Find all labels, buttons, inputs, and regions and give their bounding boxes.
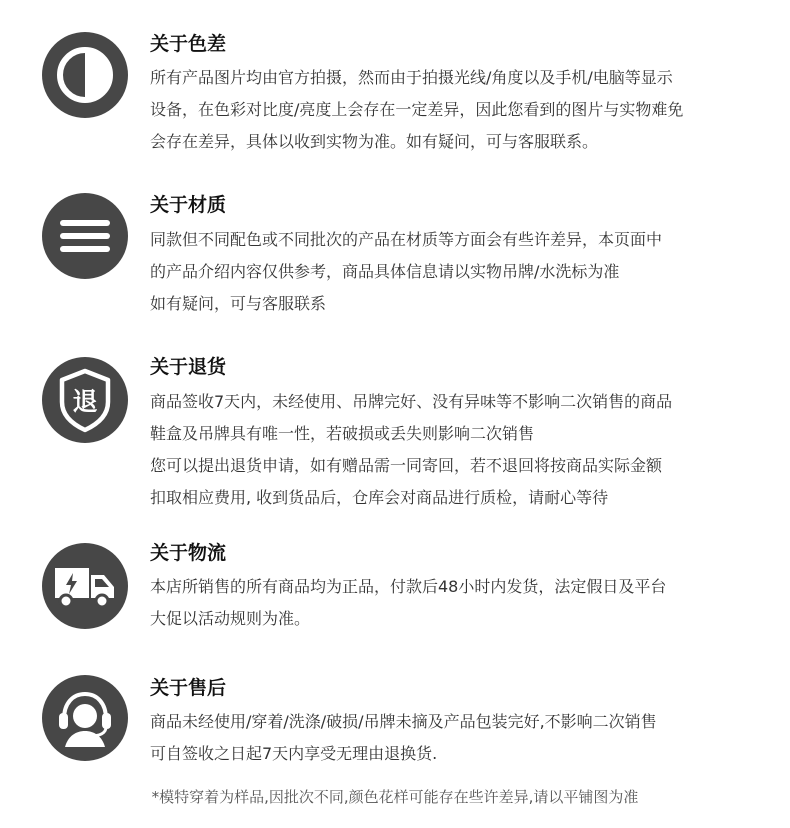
section-body [150,706,657,770]
body-line: 您可以提出退货申请，如有赠品需一同寄回，若不退回将按商品实际金额 [150,456,663,475]
body-line: 同款但不同配色或不同批次的产品在材质等方面会有些许差异，本页面中 [150,230,663,249]
body-line: 鞋盒及吊牌具有唯一性，若破损或丢失则影响二次销售 [150,424,535,443]
footnote: *模特穿着为样品,因批次不同,颜色花样可能存在些许差异,请以平铺图为准 [151,788,639,806]
section-title: 关于材质 [150,194,227,216]
body-line: 的产品介绍内容仅供参考，商品具体信息请以实物吊牌/水洗标为准 [150,262,620,281]
section-title: 关于物流 [150,542,227,564]
body-line: 可自签收之日起7天内享受无理由退换货. [150,744,438,763]
return-icon-glyph: 退 [72,387,98,416]
body-line: 商品未经使用/穿着/洗涤/破损/吊牌未摘及产品包装完好,不影响二次销售 [150,712,657,731]
body-line: 商品签收7天内，未经使用、吊牌完好、没有异味等不影响二次销售的商品 [150,392,673,411]
delivery-truck-icon [42,543,128,629]
body-line: 扣取相应费用, 收到货品后，仓库会对商品进行质检，请耐心等待 [150,488,609,507]
body-line: 本店所销售的所有商品均为正品，付款后48小时内发货，法定假日及平台 [150,577,667,596]
section-body [150,224,662,320]
body-line: 所有产品图片均由官方拍摄，然而由于拍摄光线/角度以及手机/电脑等显示 [150,68,673,87]
body-line: 会存在差异，具体以收到实物为准。如有疑问，可与客服联系。 [150,132,599,151]
body-line: 如有疑问，可与客服联系 [150,294,327,313]
section-body [150,386,672,514]
section-title: 关于退货 [150,356,227,378]
body-line: 设备，在色彩对比度/亮度上会存在一定差异，因此您看到的图片与实物难免 [150,100,684,119]
section-title: 关于售后 [150,677,227,699]
section-body [150,571,666,635]
body-line: 大促以活动规则为准。 [150,609,311,628]
return-shield-icon [42,357,128,443]
section-body [150,62,683,158]
customer-service-icon [42,675,128,761]
section-title: 关于色差 [150,33,227,55]
menu-lines-icon [42,193,128,279]
half-circle-icon [42,32,128,118]
